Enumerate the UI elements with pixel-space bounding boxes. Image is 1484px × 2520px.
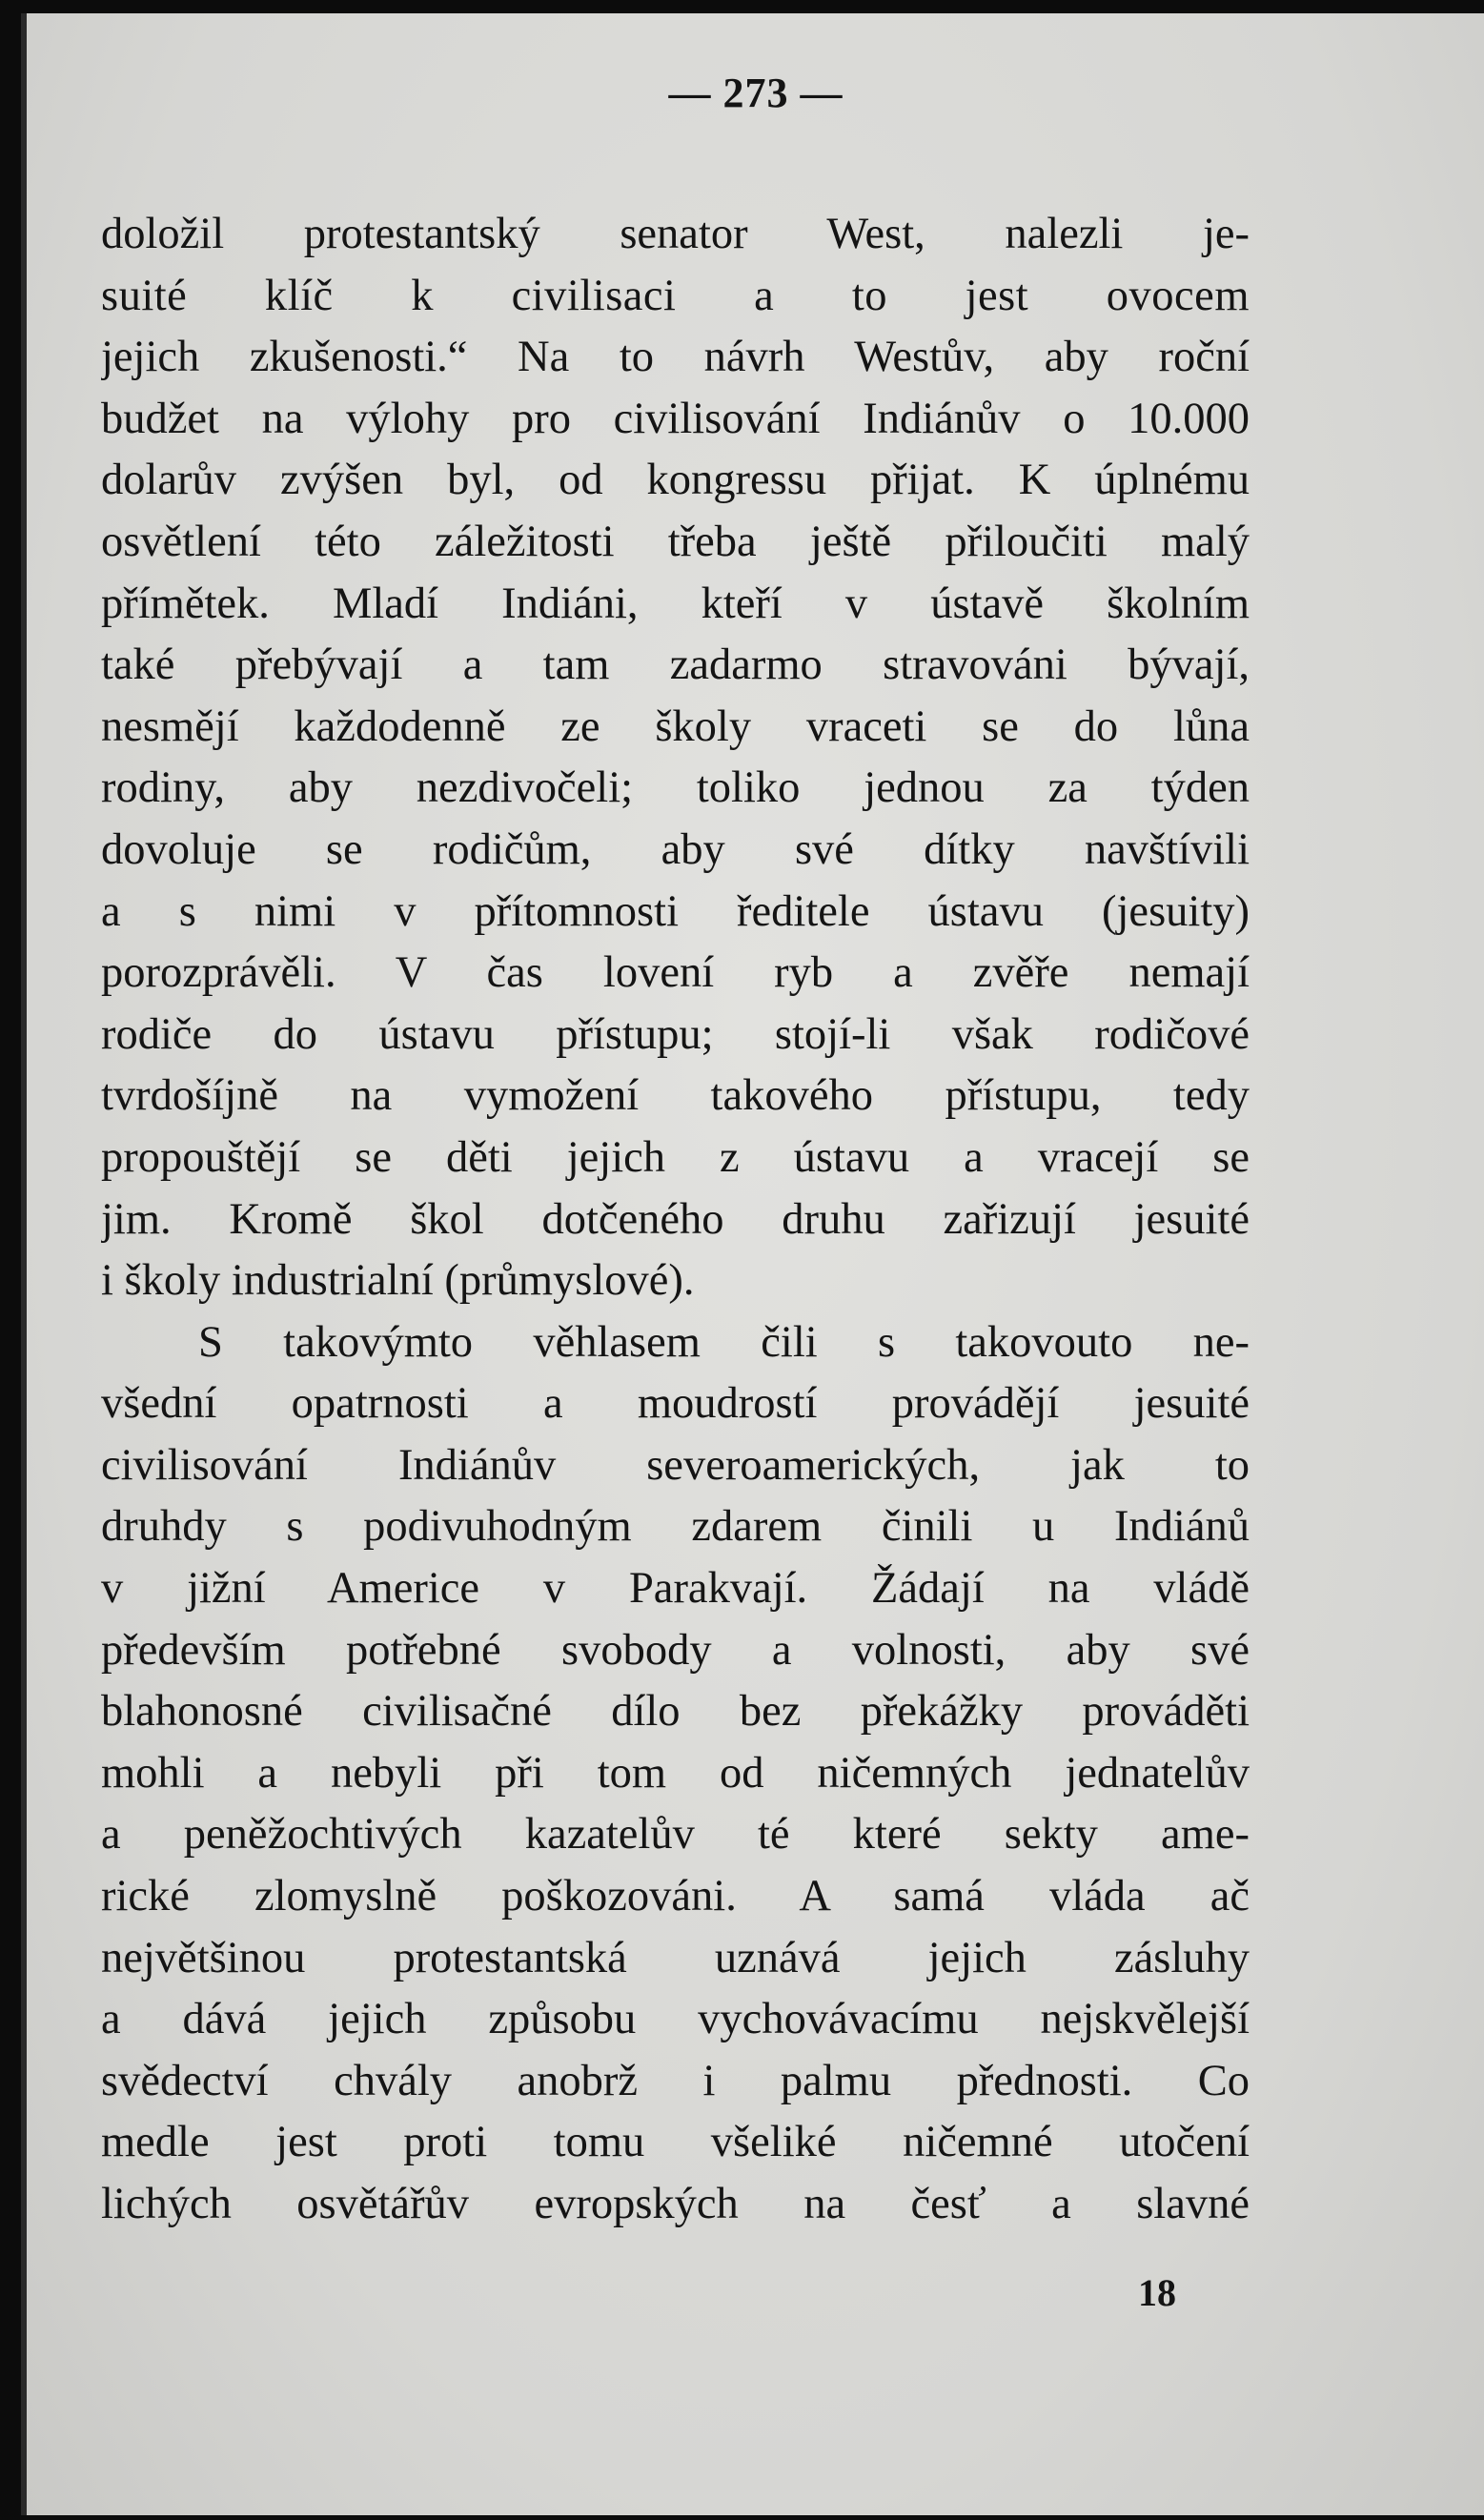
text-line: budžet na výlohy pro civilisování Indiánův o 10.000	[101, 394, 1250, 443]
text-line: lichých osvětářův evropských na česť a slavné	[101, 2180, 1250, 2228]
text-line: druhdy s podivuhodným zdarem činili u Indiánů	[101, 1502, 1250, 1552]
text-line: a s nimi v přítomnosti ředitele ústavu (jesuity)	[101, 886, 1250, 936]
text-line: medle jest proti tomu všeliké ničemné utočení	[101, 2118, 1250, 2167]
text-line: i školy industrialní (průmyslové).	[101, 1256, 695, 1306]
text-line: mohli a nebyli při tom od ničemných jednatelův	[101, 1748, 1250, 1798]
text-line: a dává jejich způsobu vychovávacímu nejskvělejší	[101, 1995, 1250, 2044]
text-line: především potřebné svobody a volnosti, aby své	[101, 1625, 1250, 1675]
text-line: tvrdošíjně na vymožení takového přístupu, tedy	[101, 1071, 1250, 1121]
text-line: dovoluje se rodičům, aby své dítky navštívili	[101, 824, 1250, 874]
text-line: nesmějí každodenně ze školy vraceti se do lůna	[101, 701, 1250, 751]
text-line: jim. Kromě škol dotčeného druhu zařizují jesuité	[101, 1194, 1250, 1244]
text-line: rické zlomyslně poškozováni. A samá vláda ač	[101, 1872, 1250, 1921]
text-line: rodiče do ústavu přístupu; stojí-li však rodičové	[101, 1009, 1250, 1059]
text-line: přímětek. Mladí Indiáni, kteří v ústavě školním	[101, 579, 1250, 628]
text-line: v jižní Americe v Parakvají. Žádají na vládě	[101, 1564, 1250, 1614]
book-page	[21, 13, 1484, 2515]
text-line: S takovýmto věhlasem čili s takovouto ne-	[198, 1317, 1250, 1367]
body-text	[101, 204, 1250, 2236]
text-line: blahonosné civilisačné dílo bez překážky prováděti	[101, 1687, 1250, 1737]
text-line: propouštějí se děti jejich z ústavu a vracejí se	[101, 1132, 1250, 1182]
text-line: porozprávěli. V čas lovení ryb a zvěře nemají	[101, 948, 1250, 998]
paragraph-2	[101, 1312, 1250, 2236]
signature-mark: 18	[1138, 2271, 1176, 2314]
text-line: jejich zkušenosti.“ Na to návrh Westův, aby roční	[101, 333, 1250, 382]
text-line: osvětlení této záležitosti třeba ještě přilоučiti malý	[101, 517, 1250, 566]
text-line: svědectví chvály anobrž i palmu přednosti. Co	[101, 2056, 1250, 2105]
text-line: největšinou protestantská uznává jejich zásluhy	[101, 1933, 1250, 1982]
text-line: dolarův zvýšen byl, od kongressu přijat. K úplnému	[101, 456, 1250, 505]
text-line: a peněžochtivých kazatelův té které sekty ame-	[101, 1810, 1250, 1860]
text-line: civilisování Indiánův severoamerických, jak to	[101, 1440, 1250, 1490]
page-number: — 273 —	[668, 70, 844, 116]
text-line: suité klíč k civilisaci a to jest ovocem	[101, 271, 1250, 320]
paragraph-1	[101, 204, 1250, 1312]
text-line: všední opatrnosti a moudrostí provádějí jesuité	[101, 1379, 1250, 1429]
text-line: doložil protestantský senator West, nalezli je-	[101, 210, 1250, 258]
text-line: rodiny, aby nezdivočeli; toliko jednou za týden	[101, 763, 1250, 813]
text-line: také přebývají a tam zadarmo stravováni bývají,	[101, 640, 1250, 690]
